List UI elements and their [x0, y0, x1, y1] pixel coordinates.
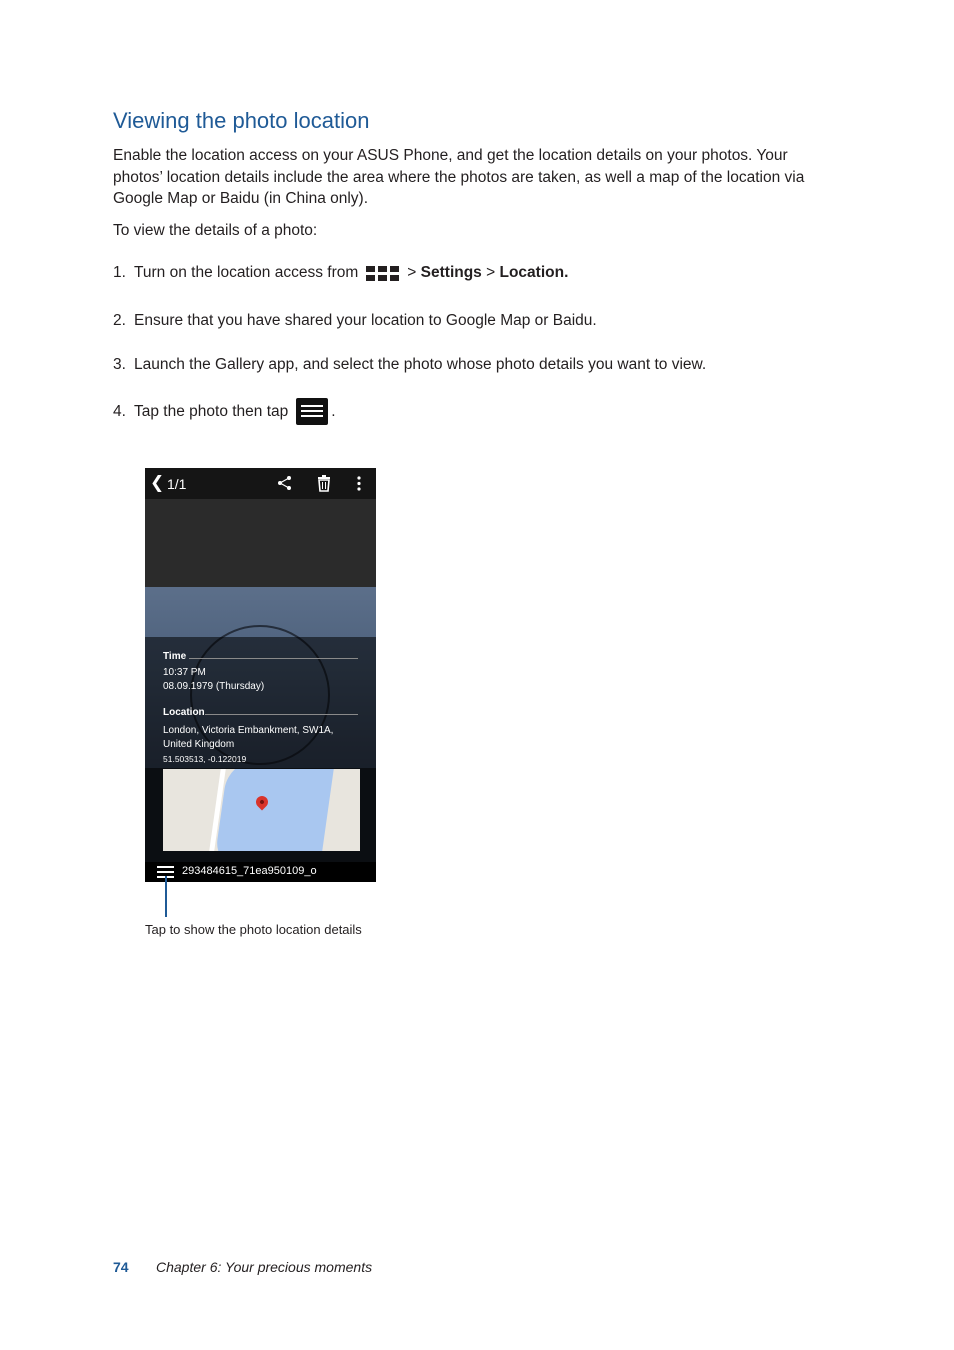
photo-counter: 1/1 — [167, 476, 187, 492]
separator: > — [486, 264, 496, 281]
time-label: Time — [163, 651, 187, 662]
gallery-top-bar — [145, 468, 376, 499]
gallery-bottom-bar — [145, 862, 376, 882]
step-number: 2. — [113, 312, 126, 329]
share-icon[interactable] — [277, 475, 293, 491]
overflow-menu-icon[interactable] — [357, 475, 361, 492]
step-4 — [113, 398, 336, 425]
intro-paragraph: Enable the location access on your ASUS Phone, and get the location details on your photos. Your photos’ location details include the area where the photos are taken, as well a map of the location via Google Map or Baidu (in China only). — [113, 147, 805, 207]
photo-details-icon — [296, 398, 328, 425]
separator: > — [407, 264, 417, 281]
gallery-screenshot — [145, 468, 376, 882]
coordinates: 51.503513, -0.122019 — [163, 754, 247, 764]
divider — [189, 658, 358, 659]
date-value: 08.09.1979 (Thursday) — [163, 681, 265, 692]
lead-sentence: To view the details of a photo: — [113, 222, 318, 239]
step-text: Launch the Gallery app, and select the photo whose photo details you want to view. — [134, 356, 707, 373]
callout-line — [165, 876, 167, 917]
location-label: Location. — [499, 264, 569, 281]
back-chevron-icon[interactable]: ❮ — [150, 473, 165, 492]
step-text: Ensure that you have shared your location to Google Map or Baidu. — [134, 312, 597, 329]
location-map[interactable] — [163, 769, 360, 851]
step-3 — [113, 356, 706, 374]
divider — [205, 714, 358, 715]
delete-icon[interactable] — [317, 475, 331, 492]
location-label: Location — [163, 707, 205, 718]
photo-background — [145, 499, 376, 587]
time-value: 10:37 PM — [163, 667, 206, 678]
address-line-1: London, Victoria Embankment, SW1A, — [163, 725, 334, 736]
step-text: Tap the photo then tap — [134, 402, 289, 420]
chapter-title: Chapter 6: Your precious moments — [156, 1259, 373, 1275]
all-apps-grid-icon — [366, 266, 399, 281]
settings-label: Settings — [420, 264, 482, 281]
photo-filename: 293484615_71ea950109_o — [182, 865, 317, 877]
section-heading: Viewing the photo location — [113, 108, 370, 133]
step-end: . — [331, 402, 336, 420]
step-number: 3. — [113, 356, 126, 373]
step-number: 4. — [113, 402, 126, 420]
step-2 — [113, 312, 597, 330]
step-1 — [113, 264, 568, 282]
page-footer — [113, 1259, 372, 1275]
page-number: 74 — [113, 1259, 129, 1275]
callout-caption: Tap to show the photo location details — [145, 922, 362, 937]
step-number: 1. — [113, 264, 126, 281]
step-text: Turn on the location access from — [134, 264, 359, 281]
address-line-2: United Kingdom — [163, 739, 235, 750]
